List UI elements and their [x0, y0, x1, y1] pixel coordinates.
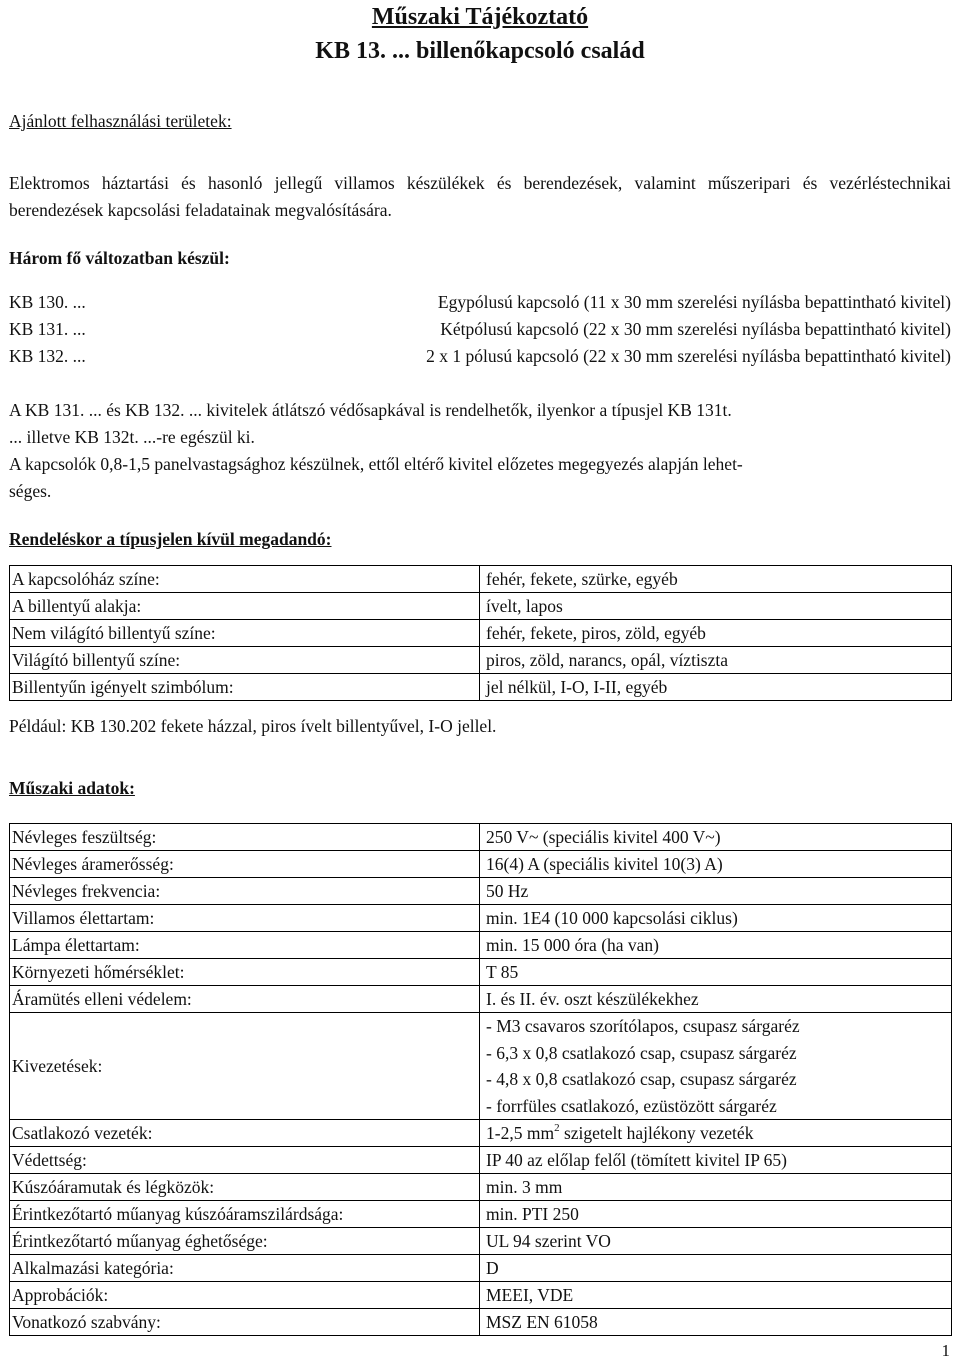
- tech-label: Vonatkozó szabvány:: [10, 1309, 480, 1336]
- table-row: [10, 1120, 952, 1147]
- table-row: [10, 878, 952, 905]
- note-line: séges.: [9, 480, 52, 501]
- tech-value: min. 1E4 (10 000 kapcsolási ciklus): [480, 905, 952, 932]
- table-row: [10, 1282, 952, 1309]
- table-row: [10, 1147, 952, 1174]
- table-row: [10, 851, 952, 878]
- usage-paragraph: Elektromos háztartási és hasonló jellegű villamos készülékek és berendezések, valamint műszeripari és vezérléstechnikai berendezések kapcsolási feladatainak megvalósítására.: [9, 173, 951, 220]
- tech-label: Védettség:: [10, 1147, 480, 1174]
- tech-label: Érintkezőtartó műanyag éghetősége:: [10, 1228, 480, 1255]
- order-value: ívelt, lapos: [480, 593, 952, 620]
- order-heading: Rendeléskor a típusjelen kívül megadandó:: [9, 529, 332, 549]
- tech-label: Környezeti hőmérséklet:: [10, 959, 480, 986]
- tech-label: Alkalmazási kategória:: [10, 1255, 480, 1282]
- cable-superscript: 2: [554, 1121, 560, 1134]
- table-row: [10, 1174, 952, 1201]
- order-value: fehér, fekete, piros, zöld, egyéb: [480, 620, 952, 647]
- tech-value: 16(4) A (speciális kivitel 10(3) A): [480, 851, 952, 878]
- tech-label: Kivezetések:: [10, 1013, 480, 1120]
- tech-label: Áramütés elleni védelem:: [10, 986, 480, 1013]
- table-row: [10, 647, 952, 674]
- tech-value: min. PTI 250: [480, 1201, 952, 1228]
- tech-value: UL 94 szerint VO: [480, 1228, 952, 1255]
- title-line-2: KB 13. ... billenőkapcsoló család: [315, 38, 645, 64]
- tech-label: Névleges frekvencia:: [10, 878, 480, 905]
- variant-code: KB 131. ...: [9, 319, 86, 339]
- tech-label: Csatlakozó vezeték:: [10, 1120, 480, 1147]
- tech-label: Approbációk:: [10, 1282, 480, 1309]
- tech-value: [480, 1120, 952, 1147]
- tech-data-table: [9, 823, 952, 1336]
- order-label: Billentyűn igényelt szimbólum:: [10, 674, 480, 701]
- tech-value-multiline: [480, 1013, 952, 1120]
- table-row: [10, 566, 952, 593]
- variant-description: 2 x 1 pólusú kapcsoló (22 x 30 mm szerelési nyílásba bepattintható kivitel): [426, 346, 951, 366]
- tech-value: MEEI, VDE: [480, 1282, 952, 1309]
- tech-value: I. és II. év. oszt készülékekhez: [480, 986, 952, 1013]
- note-line: ... illetve KB 132t. ...-re egészül ki.: [9, 426, 255, 447]
- tech-value: 50 Hz: [480, 878, 952, 905]
- note-line: A kapcsolók 0,8-1,5 panelvastagsághoz készülnek, ettől eltérő kivitel előzetes megegyezés alapján lehet-: [9, 454, 743, 474]
- table-row: [10, 1255, 952, 1282]
- tech-value: D: [480, 1255, 952, 1282]
- tech-label: Villamos élettartam:: [10, 905, 480, 932]
- tech-label: Névleges áramerősség:: [10, 851, 480, 878]
- order-label: Nem világító billentyű színe:: [10, 620, 480, 647]
- table-row: [10, 959, 952, 986]
- transparent-cap-note: [9, 397, 951, 450]
- table-row: [10, 1228, 952, 1255]
- terminal-option: - M3 csavaros szorítólapos, csupasz sárgaréz: [486, 1016, 800, 1036]
- tech-value: T 85: [480, 959, 952, 986]
- tech-value: MSZ EN 61058: [480, 1309, 952, 1336]
- terminal-option: - forrfüles csatlakozó, ezüstözött sárgaréz: [486, 1095, 777, 1116]
- order-label: A billentyű alakja:: [10, 593, 480, 620]
- order-label: A kapcsolóház színe:: [10, 566, 480, 593]
- order-value: piros, zöld, narancs, opál, víztiszta: [480, 647, 952, 674]
- tech-label: Kúszóáramutak és légközök:: [10, 1174, 480, 1201]
- table-row: [10, 905, 952, 932]
- tech-value: 250 V~ (speciális kivitel 400 V~): [480, 824, 952, 851]
- table-row: [10, 932, 952, 959]
- tech-label: Érintkezőtartó műanyag kúszóáramszilárdsága:: [10, 1201, 480, 1228]
- tech-value: min. 15 000 óra (ha van): [480, 932, 952, 959]
- variant-description: Kétpólusú kapcsoló (22 x 30 mm szerelési nyílásba bepattintható kivitel): [440, 319, 951, 339]
- table-row: [10, 674, 952, 701]
- table-row: [10, 593, 952, 620]
- table-row: [10, 986, 952, 1013]
- panel-thickness-note: [9, 451, 951, 504]
- variants-heading: Három fő változatban készül:: [9, 248, 230, 268]
- terminal-option: - 4,8 x 0,8 csatlakozó csap, csupasz sárgaréz: [486, 1069, 797, 1089]
- variant-row: [9, 343, 951, 370]
- cable-value: 1-2,5 mm: [486, 1122, 555, 1143]
- table-row: [10, 1013, 952, 1120]
- order-value: fehér, fekete, szürke, egyéb: [480, 566, 952, 593]
- order-options-table: [9, 565, 952, 701]
- page-number: 1: [941, 1340, 950, 1360]
- document-title: [0, 0, 960, 68]
- variant-row: [9, 289, 951, 316]
- table-row: [10, 1309, 952, 1336]
- order-value: jel nélkül, I-O, I-II, egyéb: [480, 674, 952, 701]
- variant-code: KB 130. ...: [9, 292, 86, 312]
- table-row: [10, 824, 952, 851]
- variant-description: Egypólusú kapcsoló (11 x 30 mm szerelési nyílásba bepattintható kivitel): [437, 292, 951, 312]
- tech-value: min. 3 mm: [480, 1174, 952, 1201]
- variant-row: [9, 316, 951, 343]
- note-line: A KB 131. ... és KB 132. ... kivitelek átlátszó védősapkával is rendelhetők, ilyenkor a típusjel KB 131t.: [9, 400, 732, 420]
- table-row: [10, 620, 952, 647]
- usage-heading: Ajánlott felhasználási területek:: [9, 111, 232, 131]
- cable-value-rest: szigetelt hajlékony vezeték: [559, 1122, 754, 1143]
- tech-value: IP 40 az előlap felől (tömített kivitel IP 65): [480, 1147, 952, 1174]
- order-label: Világító billentyű színe:: [10, 647, 480, 674]
- terminal-option: - 6,3 x 0,8 csatlakozó csap, csupasz sárgaréz: [486, 1042, 797, 1063]
- tech-label: Lámpa élettartam:: [10, 932, 480, 959]
- tech-label: Névleges feszültség:: [10, 824, 480, 851]
- variant-code: KB 132. ...: [9, 346, 86, 366]
- title-line-1: Műszaki Tájékoztató: [371, 4, 589, 30]
- order-example: Például: KB 130.202 fekete házzal, piros ívelt billentyűvel, I-O jellel.: [9, 716, 497, 736]
- table-row: [10, 1201, 952, 1228]
- tech-heading: Műszaki adatok:: [9, 778, 135, 798]
